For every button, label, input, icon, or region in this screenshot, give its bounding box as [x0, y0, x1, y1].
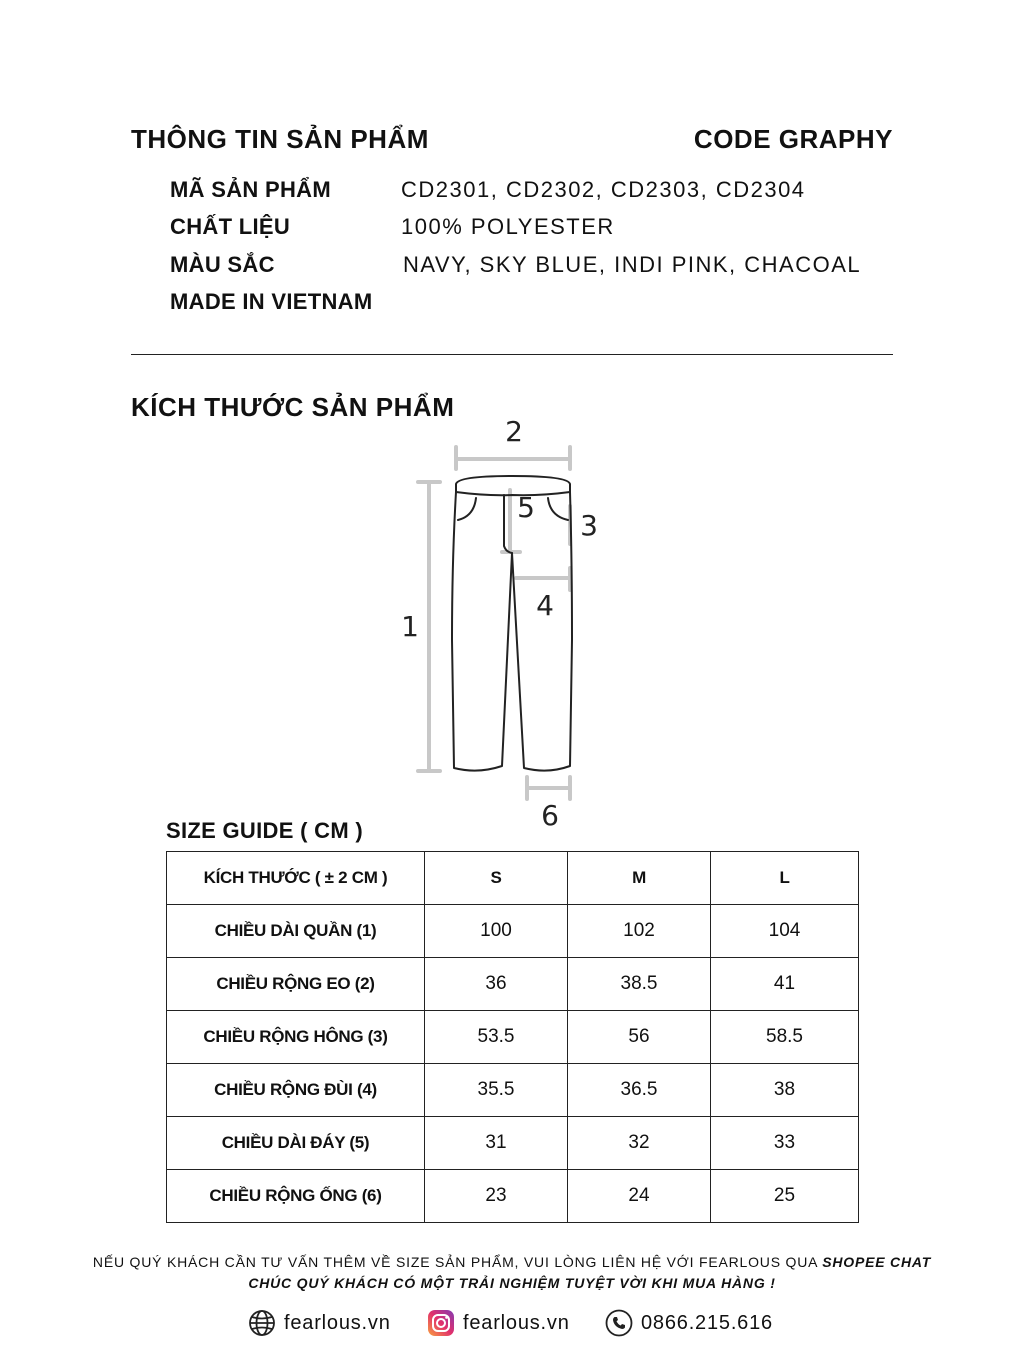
contact-note-text: NẾU QUÝ KHÁCH CẦN TƯ VẤN THÊM VỀ SIZE SẢN PHẨM, VUI LÒNG LIÊN HỆ VỚI FEARLOUS QUA: [92, 1254, 823, 1270]
column-header: L: [711, 852, 859, 905]
phone-text: 0866.215.616: [641, 1311, 773, 1334]
table-cell: 100: [425, 905, 568, 958]
phone-icon: [605, 1309, 633, 1337]
row-label: CHIỀU RỘNG EO (2): [167, 958, 425, 1011]
table-cell: 25: [711, 1170, 859, 1223]
marker-6: 6: [541, 799, 559, 830]
pants-diagram: [380, 410, 620, 830]
table-cell: 36.5: [568, 1064, 711, 1117]
column-header: S: [425, 852, 568, 905]
column-header: KÍCH THƯỚC ( ± 2 CM ): [167, 852, 425, 905]
table-cell: 23: [425, 1170, 568, 1223]
section-divider: [131, 354, 893, 355]
brand-name: CODE GRAPHY: [693, 124, 893, 154]
table-row: [167, 1170, 859, 1223]
contact-phone[interactable]: [605, 1309, 773, 1337]
table-cell: 56: [568, 1011, 711, 1064]
column-header: M: [568, 852, 711, 905]
table-cell: 38: [711, 1064, 859, 1117]
table-cell: 104: [711, 905, 859, 958]
row-label: CHIỀU RỘNG ỐNG (6): [167, 1170, 425, 1223]
info-value-material: 100% POLYESTER: [401, 214, 615, 239]
page-title: THÔNG TIN SẢN PHẨM: [131, 124, 429, 154]
table-row: [167, 1011, 859, 1064]
row-label: CHIỀU RỘNG HÔNG (3): [167, 1011, 425, 1064]
table-header-row: [167, 852, 859, 905]
table-row: [167, 1117, 859, 1170]
info-value-color: NAVY, SKY BLUE, INDI PINK, CHACOAL: [403, 252, 862, 277]
table-row: [167, 958, 859, 1011]
size-table: [166, 851, 859, 1223]
row-label: CHIỀU DÀI QUẦN (1): [167, 905, 425, 958]
marker-2: 2: [505, 415, 523, 448]
table-cell: 36: [425, 958, 568, 1011]
globe-icon: [248, 1309, 276, 1337]
instagram-icon: [427, 1309, 455, 1337]
table-cell: 31: [425, 1117, 568, 1170]
marker-3: 3: [580, 509, 598, 542]
table-cell: 41: [711, 958, 859, 1011]
info-label-material: CHẤT LIỆU: [170, 214, 291, 239]
table-cell: 102: [568, 905, 711, 958]
row-label: CHIỀU RỘNG ĐÙI (4): [167, 1064, 425, 1117]
marker-1: 1: [401, 610, 419, 643]
table-cell: 32: [568, 1117, 711, 1170]
table-row: [167, 1064, 859, 1117]
table-cell: 33: [711, 1117, 859, 1170]
table-cell: 58.5: [711, 1011, 859, 1064]
table-cell: 38.5: [568, 958, 711, 1011]
contact-instagram[interactable]: [427, 1309, 570, 1337]
info-label-code: MÃ SẢN PHẨM: [170, 177, 331, 202]
row-label: CHIỀU DÀI ĐÁY (5): [167, 1117, 425, 1170]
table-cell: 35.5: [425, 1064, 568, 1117]
dimensions-title: KÍCH THƯỚC SẢN PHẨM: [131, 392, 455, 422]
shopee-chat-emphasis: SHOPEE CHAT: [822, 1254, 932, 1270]
table-cell: 24: [568, 1170, 711, 1223]
info-label-origin: MADE IN VIETNAM: [170, 289, 373, 314]
website-text: fearlous.vn: [284, 1311, 391, 1334]
thanks-note: CHÚC QUÝ KHÁCH CÓ MỘT TRẢI NGHIỆM TUYỆT VỜI KHI MUA HÀNG !: [248, 1275, 776, 1291]
contact-website[interactable]: [248, 1309, 391, 1337]
contact-note: [0, 1254, 1024, 1270]
table-row: [167, 905, 859, 958]
info-value-code: CD2301, CD2302, CD2303, CD2304: [401, 177, 806, 202]
marker-4: 4: [536, 589, 554, 622]
info-label-color: MÀU SẮC: [170, 252, 275, 277]
marker-5: 5: [517, 491, 535, 524]
instagram-text: fearlous.vn: [463, 1311, 570, 1334]
size-guide-title: SIZE GUIDE ( CM ): [166, 818, 363, 843]
table-cell: 53.5: [425, 1011, 568, 1064]
